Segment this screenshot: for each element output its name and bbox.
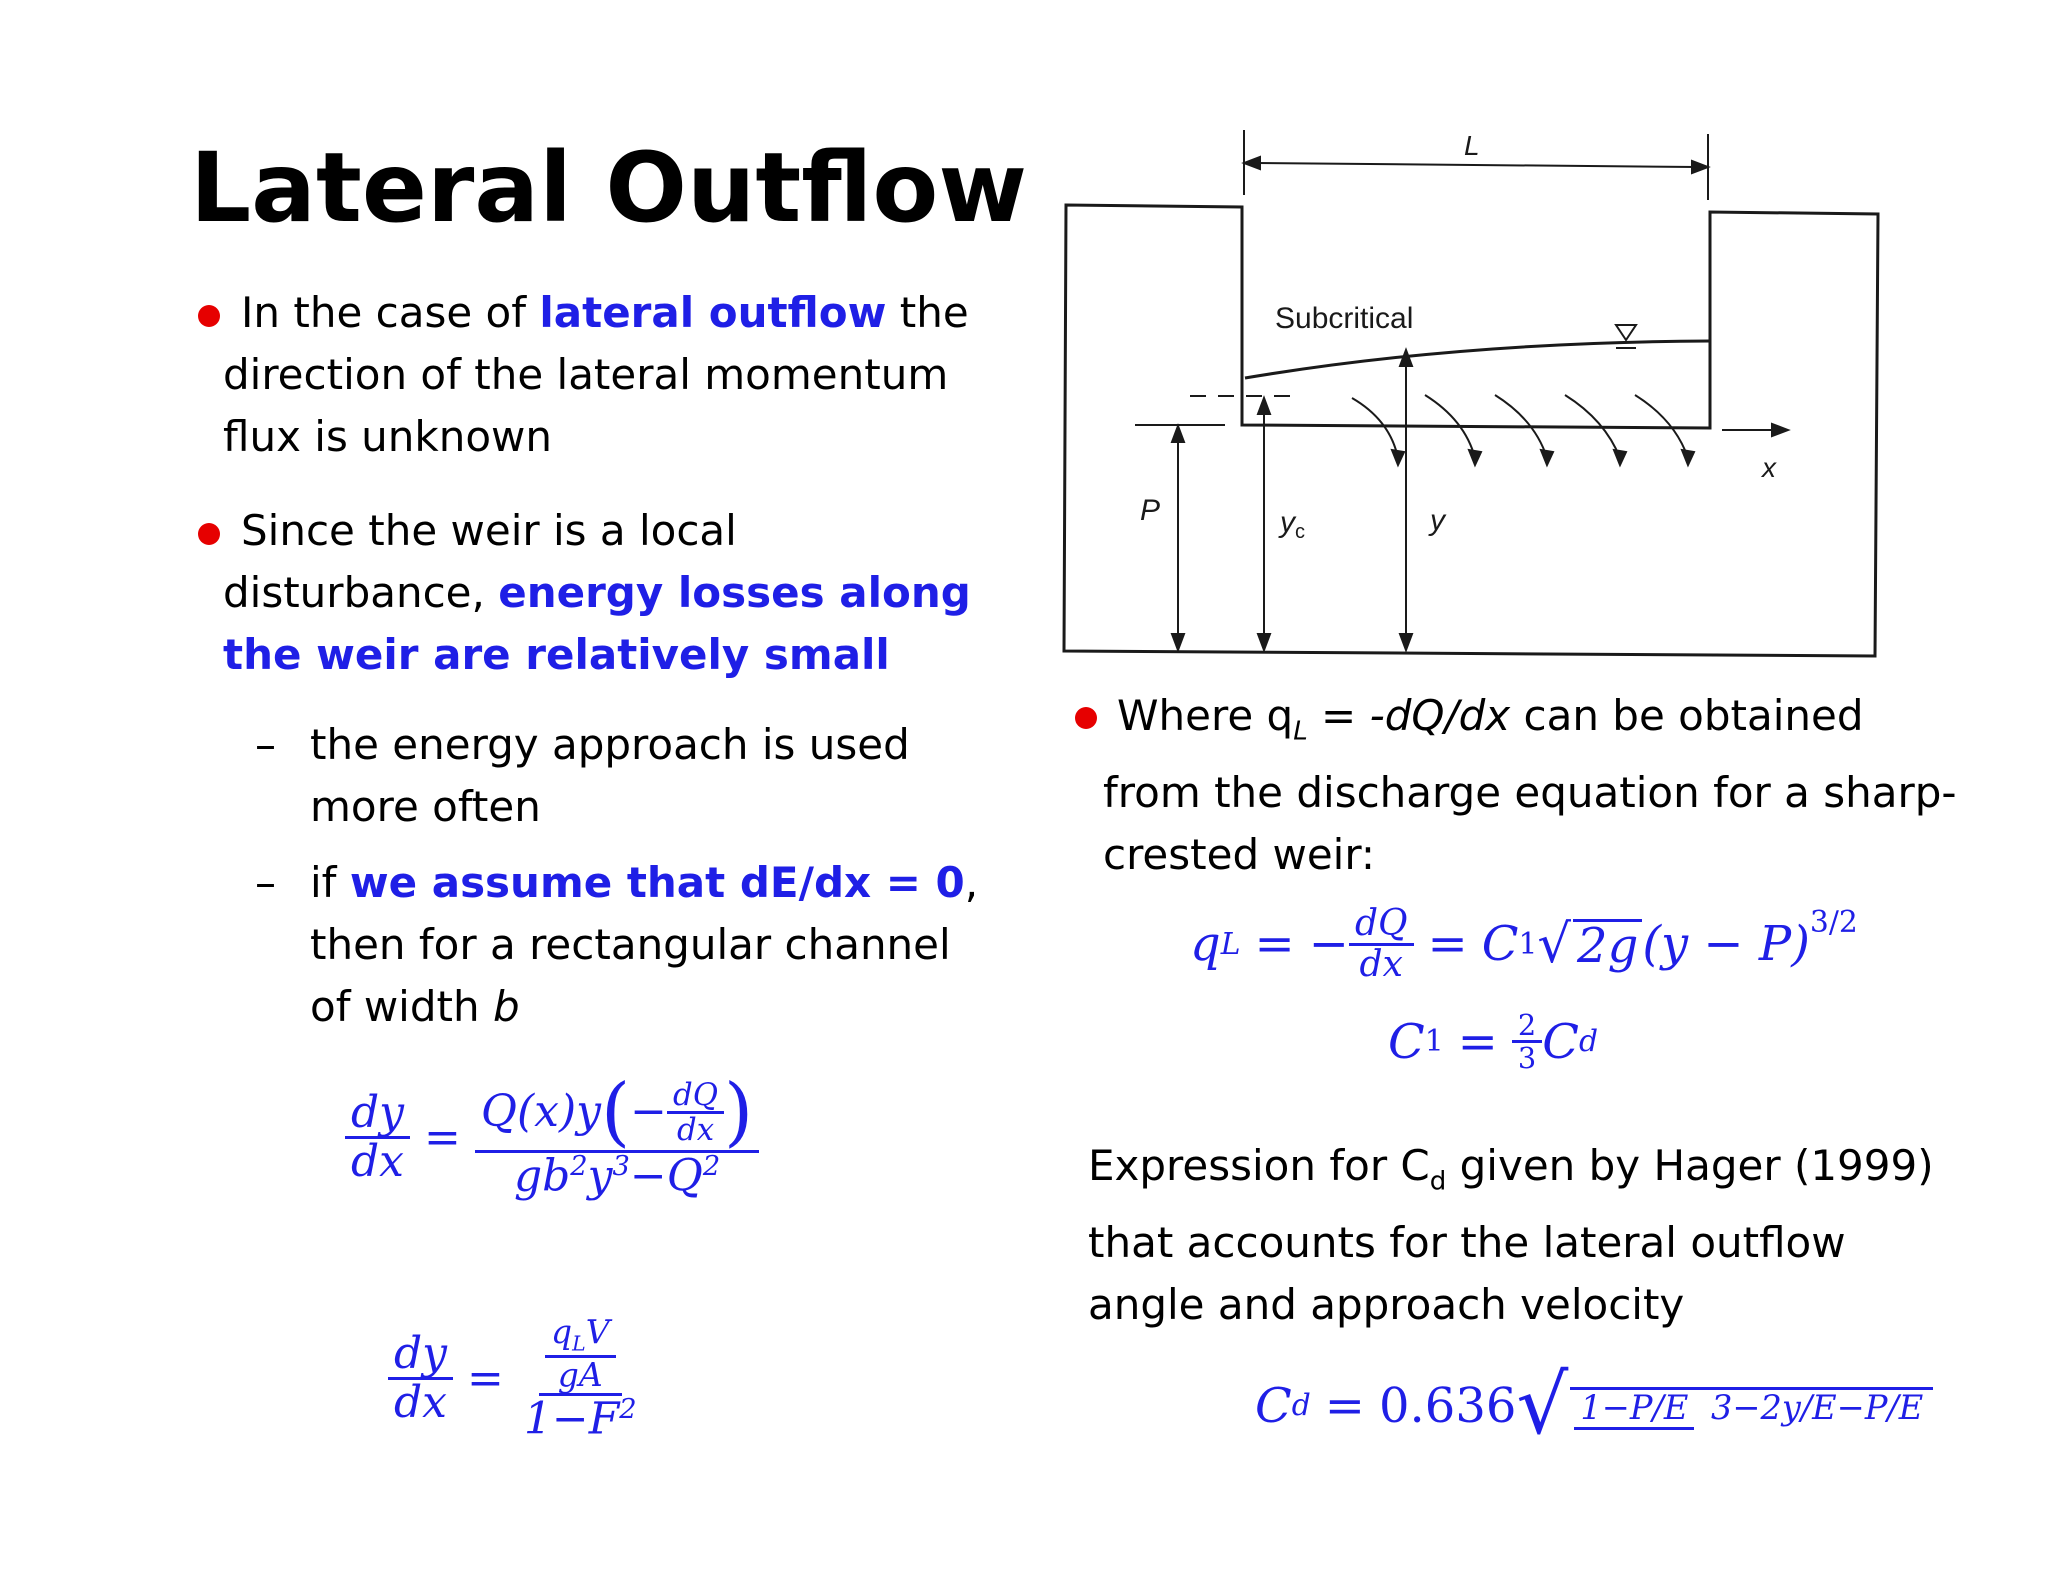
bullet1-line2: direction of the lateral momentum (223, 350, 949, 399)
eq2-den: 1−F (523, 1393, 620, 1445)
equation-dy-dx-froude (388, 1312, 643, 1445)
sub2-line2: then for a rectangular channel (310, 920, 951, 969)
label-P: P (1140, 494, 1161, 527)
eq5-equals: = (1324, 1377, 1365, 1434)
eq1-den-b: y (587, 1150, 613, 1202)
eq1-paren-left: ( (600, 1068, 631, 1155)
eq2-inner-num (545, 1312, 616, 1358)
equation-lateral-discharge (1190, 905, 1858, 984)
eq4-cd: C (1542, 1013, 1579, 1070)
eq3-radical: √ (1537, 913, 1572, 975)
outflow-arrows (1352, 395, 1694, 465)
sub1-line2: more often (310, 782, 541, 831)
label-x: x (1762, 452, 1776, 483)
eq4-frac-den: 3 (1517, 1041, 1537, 1076)
eq1-den-c-sup: 2 (702, 1150, 721, 1182)
expression-hager-paragraph (1088, 1135, 2018, 1336)
equation-cd-hager (1255, 1358, 1933, 1453)
bullet2-line1 (223, 500, 983, 562)
eq2-rhs-den (518, 1393, 643, 1445)
eq5-radical: √ (1516, 1358, 1569, 1453)
eq5-den: 3−2y/E−P/E (1711, 1387, 1924, 1427)
eq3-q-sub: L (1220, 926, 1241, 962)
bullet1-text-post: the (886, 288, 969, 337)
eq4-frac (1512, 1008, 1542, 1076)
water-surface-symbol-icon (1616, 325, 1636, 348)
bullet-dot-2 (198, 523, 220, 545)
expr-sub: d (1429, 1166, 1447, 1197)
sub-dash-1: – (255, 720, 276, 769)
expr-pre: Expression for C (1088, 1141, 1430, 1190)
bullet2-highlight-a: energy losses along (498, 568, 971, 617)
eq1-den-c: −Q (629, 1150, 703, 1202)
eq4-c: C (1388, 1013, 1425, 1070)
bullet2-highlight-b: the weir are relatively small (223, 630, 890, 679)
eq1-rhs-den (508, 1150, 726, 1202)
sub2-text-post: , (964, 858, 979, 907)
eq3-c: C (1481, 916, 1519, 973)
eq2-inner-den: gA (557, 1355, 603, 1395)
where-mid: = -dQ/dx (1307, 691, 1511, 740)
where-line3: crested weir: (1103, 830, 1376, 880)
eq1-num-a: Q(x)y (480, 1086, 601, 1138)
eq3-sup: 3/2 (1809, 905, 1858, 940)
eq2-v: V (585, 1312, 610, 1351)
eq3-minus: − (1308, 916, 1349, 973)
eq2-rhs (518, 1312, 643, 1445)
eq1-den-b-sup: 3 (612, 1150, 630, 1182)
eq1-inner-num: dQ (667, 1079, 724, 1114)
bullet2-text-pre: disturbance, (223, 568, 499, 617)
eq4-frac-num: 2 (1512, 1010, 1542, 1043)
eq2-lhs-num: dy (388, 1331, 453, 1380)
eq1-inner-den: dx (676, 1111, 715, 1148)
bullet-discharge-equation (1103, 685, 2003, 886)
eq2-inner-frac (545, 1312, 616, 1395)
eq1-lhs-den: dx (351, 1135, 404, 1187)
label-yc: $y_c$ (1280, 506, 1305, 543)
lateral-weir-diagram (1060, 120, 1900, 665)
eq1-inner-frac (667, 1076, 724, 1148)
eq3-equals-2: = (1427, 916, 1468, 973)
expr-line3: angle and approach velocity (1088, 1280, 1685, 1330)
depth-dimension (1400, 350, 1412, 650)
sub2-highlight: we assume that dE/dx = 0 (349, 858, 965, 907)
bullet1-line3: flux is unknown (223, 412, 553, 461)
eq1-paren-right: ) (724, 1068, 754, 1155)
eq1-lhs-num: dy (345, 1090, 410, 1139)
weir-height-dimension (1135, 425, 1225, 650)
expr-line2: that accounts for the lateral outflow (1088, 1218, 1846, 1268)
equation-c1 (1388, 1008, 1598, 1076)
label-L: L (1464, 130, 1480, 161)
eq3-radicand: 2g (1573, 919, 1642, 970)
label-subcritical: Subcritical (1275, 302, 1414, 335)
eq1-rhs (475, 1068, 759, 1202)
eq2-q-sub: L (572, 1331, 586, 1356)
eq5-c: C (1255, 1377, 1292, 1434)
eq2-rhs-num (539, 1312, 622, 1396)
sub2-line3-pre: of width (310, 982, 493, 1031)
eq1-equals: = (424, 1111, 461, 1163)
eq1-den-a-sup: 2 (570, 1150, 588, 1182)
bullet-dot-3 (1075, 707, 1097, 729)
bullet-dot-1 (198, 305, 220, 327)
eq5-num: 1−P/E (1574, 1388, 1694, 1430)
sub1-line1: the energy approach is used (310, 720, 910, 769)
eq4-c-sub: 1 (1424, 1024, 1444, 1060)
sub-bullet-energy-approach (310, 714, 990, 838)
bullet1-text-pre: In the case of (241, 288, 540, 337)
where-text: Where q (1117, 691, 1294, 740)
sub-bullet-assumption (310, 852, 1010, 1038)
bullet2-line1-text: Since the weir is a local (241, 506, 737, 555)
where-pre (1103, 691, 1308, 747)
bullet-local-disturbance (223, 500, 983, 686)
eq3-paren: (y − P) (1642, 916, 1810, 973)
eq2-lhs-den: dx (394, 1377, 447, 1429)
where-post: can be obtained (1510, 691, 1864, 740)
where-line2: from the discharge equation for a sharp- (1103, 768, 1957, 818)
slide-title: Lateral Outflow (190, 132, 1028, 244)
eq5-coef: 0.636 (1379, 1377, 1517, 1434)
eq1-minus: − (630, 1086, 668, 1138)
eq3-equals-1: = (1254, 916, 1295, 973)
sub2-line3-var: b (492, 982, 520, 1031)
eq4-equals: = (1457, 1013, 1498, 1070)
eq2-den-sup: 2 (619, 1393, 637, 1425)
sub-dash-2: – (255, 858, 276, 907)
critical-depth-dimension (1258, 398, 1270, 650)
eq3-frac-den: dx (1359, 943, 1403, 985)
equation-dy-dx-general (345, 1068, 759, 1202)
bullet1-highlight: lateral outflow (539, 288, 887, 337)
eq3-frac (1349, 905, 1414, 984)
eq1-rhs-num (475, 1068, 759, 1155)
sub2-text-pre: if (310, 858, 350, 907)
bullet-lateral-outflow (223, 282, 983, 468)
eq2-equals: = (467, 1353, 504, 1405)
eq1-lhs (345, 1086, 410, 1187)
x-axis-arrow (1722, 424, 1788, 436)
label-y: y (1430, 504, 1445, 537)
water-surface (1245, 341, 1710, 378)
eq3-frac-num: dQ (1349, 905, 1414, 946)
eq2-lhs (388, 1328, 453, 1429)
eq5-frac (1570, 1387, 1933, 1425)
where-sub: L (1293, 716, 1308, 747)
eq4-cd-sub: d (1578, 1024, 1598, 1060)
expr-post: given by Hager (1999) (1446, 1141, 1934, 1190)
eq1-den-a: gb (513, 1150, 571, 1202)
eq5-c-sub: d (1291, 1388, 1311, 1424)
eq3-c-sub: 1 (1518, 926, 1538, 962)
eq3-q: q (1190, 916, 1221, 973)
eq2-q: q (551, 1312, 573, 1351)
